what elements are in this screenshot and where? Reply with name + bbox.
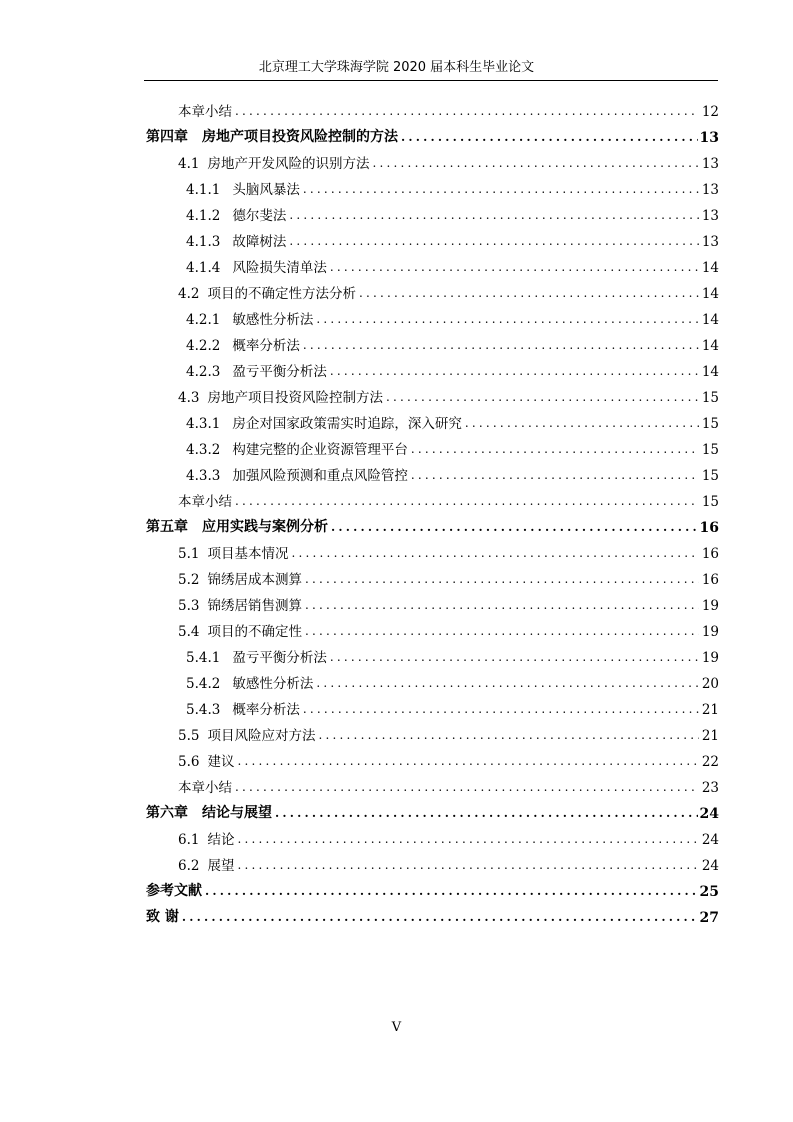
toc-entry-title: 盈亏平衡分析法: [232, 650, 327, 666]
toc-entry-title: 盈亏平衡分析法: [232, 364, 327, 380]
toc-entry[interactable]: [146, 94, 719, 120]
toc-entry[interactable]: [146, 536, 719, 562]
toc-dot-leader: [316, 675, 699, 692]
toc-dot-leader: [291, 545, 699, 562]
toc-entry[interactable]: [146, 172, 719, 198]
toc-entry-page: 15: [701, 494, 719, 510]
toc-dot-leader: [331, 519, 698, 536]
toc-entry-title: 建议: [207, 754, 235, 770]
toc-entry[interactable]: [146, 276, 719, 302]
toc-entry-page: 24: [701, 858, 719, 874]
toc-dot-leader: [182, 909, 698, 926]
toc-dot-leader: [275, 805, 698, 822]
toc-entry-number: 4.2.1: [186, 312, 221, 328]
toc-entry-number: 6.2: [178, 858, 200, 874]
toc-entry-number: 4.3.2: [186, 442, 221, 458]
toc-dot-leader: [465, 415, 699, 432]
toc-entry-title: 敏感性分析法: [232, 676, 314, 692]
toc-dot-leader: [330, 649, 699, 666]
toc-entry-title: 项目基本情况: [207, 546, 289, 562]
toc-entry[interactable]: [146, 822, 719, 848]
toc-entry-title: 德尔斐法: [232, 208, 287, 224]
toc-entry[interactable]: [146, 380, 719, 406]
toc-entry-page: 13: [701, 182, 719, 198]
toc-entry-title: 结论: [207, 832, 235, 848]
toc-entry-title: 概率分析法: [232, 338, 300, 354]
toc-entry-number: 4.1.3: [186, 234, 221, 250]
toc-entry[interactable]: [146, 224, 719, 250]
toc-entry-page: 14: [701, 260, 719, 276]
toc-dot-leader: [289, 207, 699, 224]
toc-entry-page: 19: [701, 624, 719, 640]
toc-dot-leader: [411, 467, 699, 484]
toc-entry-title: 构建完整的企业资源管理平台: [232, 442, 408, 458]
toc-entry-title: 房地产项目投资风险控制的方法: [202, 129, 398, 145]
toc-entry[interactable]: [146, 432, 719, 458]
toc-dot-leader: [316, 311, 699, 328]
toc-dot-leader: [303, 337, 699, 354]
toc-entry-page: 13: [699, 130, 719, 146]
table-of-contents: [146, 94, 719, 926]
toc-entry-page: 14: [701, 338, 719, 354]
toc-entry[interactable]: [146, 484, 719, 510]
toc-dot-leader: [237, 857, 699, 874]
toc-entry[interactable]: [146, 354, 719, 380]
toc-dot-leader: [205, 883, 698, 900]
toc-entry-title: 本章小结: [178, 104, 232, 120]
toc-entry-title: 风险损失清单法: [232, 260, 327, 276]
toc-entry-page: 12: [701, 104, 719, 120]
toc-entry-number: 4.1.2: [186, 208, 221, 224]
toc-entry-page: 15: [701, 416, 719, 432]
toc-entry-page: 14: [701, 286, 719, 302]
toc-entry-title: 项目的不确定性: [207, 624, 302, 640]
toc-entry[interactable]: [146, 692, 719, 718]
toc-entry[interactable]: [146, 588, 719, 614]
toc-entry[interactable]: [146, 848, 719, 874]
toc-entry-number: 4.2.3: [186, 364, 221, 380]
toc-entry-page: 19: [701, 650, 719, 666]
toc-dot-leader: [401, 129, 698, 146]
toc-dot-leader: [303, 181, 699, 198]
toc-entry-page: 15: [701, 390, 719, 406]
toc-entry-title: 故障树法: [232, 234, 287, 250]
toc-entry-number: 6.1: [178, 832, 200, 848]
toc-entry-number: 4.2.2: [186, 338, 221, 354]
toc-entry[interactable]: [146, 510, 719, 536]
toc-dot-leader: [303, 701, 699, 718]
toc-entry-page: 19: [701, 598, 719, 614]
toc-entry-number: 4.1.4: [186, 260, 221, 276]
toc-entry-page: 21: [701, 728, 719, 744]
toc-entry-title: 锦绣居销售测算: [207, 598, 302, 614]
toc-entry-page: 14: [701, 312, 719, 328]
toc-entry-title: 加强风险预测和重点风险管控: [232, 468, 408, 484]
toc-entry[interactable]: [146, 302, 719, 328]
toc-entry-title: 项目风险应对方法: [207, 728, 316, 744]
toc-dot-leader: [305, 571, 699, 588]
toc-entry[interactable]: [146, 666, 719, 692]
toc-entry[interactable]: [146, 640, 719, 666]
toc-entry-page: 25: [699, 884, 719, 900]
header-divider: [144, 80, 718, 81]
toc-entry-number: 第六章: [146, 805, 188, 821]
toc-entry[interactable]: [146, 120, 719, 146]
toc-entry-number: 第五章: [146, 519, 188, 535]
toc-entry-page: 22: [701, 754, 719, 770]
toc-entry-number: 5.1: [178, 546, 200, 562]
toc-entry-number: 5.5: [178, 728, 200, 744]
toc-entry[interactable]: [146, 146, 719, 172]
toc-entry-page: 13: [701, 208, 719, 224]
toc-entry-page: 16: [701, 546, 719, 562]
toc-entry-page: 27: [699, 910, 719, 926]
toc-dot-leader: [237, 753, 699, 770]
toc-entry-number: 4.1: [178, 156, 200, 172]
toc-entry[interactable]: [146, 900, 719, 926]
toc-dot-leader: [411, 441, 699, 458]
toc-entry-title: 结论与展望: [202, 805, 272, 821]
toc-entry-title: 头脑风暴法: [232, 182, 300, 198]
toc-entry[interactable]: [146, 744, 719, 770]
toc-entry-title: 项目的不确定性方法分析: [207, 286, 356, 302]
toc-entry-title: 展望: [207, 858, 235, 874]
toc-entry[interactable]: [146, 406, 719, 432]
page-header: 北京理工大学珠海学院 2020 届本科生毕业论文: [258, 60, 535, 75]
toc-entry-page: 16: [701, 572, 719, 588]
toc-entry[interactable]: [146, 796, 719, 822]
toc-entry-number: 5.4.3: [186, 702, 221, 718]
toc-entry-title: 锦绣居成本测算: [207, 572, 302, 588]
toc-entry[interactable]: [146, 874, 719, 900]
toc-entry-number: 5.3: [178, 598, 200, 614]
toc-entry-number: 5.4.1: [186, 650, 221, 666]
toc-dot-leader: [318, 727, 699, 744]
toc-dot-leader: [305, 623, 699, 640]
toc-entry-page: 13: [701, 156, 719, 172]
toc-entry-number: 4.3.1: [186, 416, 221, 432]
toc-entry[interactable]: [146, 250, 719, 276]
toc-dot-leader: [330, 363, 699, 380]
toc-entry-title: 参考文献: [146, 883, 202, 899]
page-number: V: [391, 1020, 402, 1035]
toc-entry-title: 致 谢: [146, 909, 179, 925]
toc-entry-page: 15: [701, 442, 719, 458]
toc-entry-page: 13: [701, 234, 719, 250]
toc-entry-title: 本章小结: [178, 494, 232, 510]
toc-entry-title: 概率分析法: [232, 702, 300, 718]
toc-entry-title: 房企对国家政策需实时追踪，深入研究: [232, 416, 462, 432]
toc-entry[interactable]: [146, 718, 719, 744]
toc-entry-page: 15: [701, 468, 719, 484]
toc-entry-number: 5.2: [178, 572, 200, 588]
toc-entry-number: 4.3: [178, 390, 200, 406]
toc-entry-page: 21: [701, 702, 719, 718]
toc-entry-number: 第四章: [146, 129, 188, 145]
toc-dot-leader: [235, 779, 699, 796]
toc-entry[interactable]: [146, 614, 719, 640]
toc-entry[interactable]: [146, 562, 719, 588]
toc-entry-title: 应用实践与案例分析: [202, 519, 328, 535]
toc-entry-page: 20: [701, 676, 719, 692]
toc-entry[interactable]: [146, 328, 719, 354]
toc-entry[interactable]: [146, 198, 719, 224]
toc-dot-leader: [359, 285, 699, 302]
toc-dot-leader: [235, 103, 699, 120]
toc-dot-leader: [289, 233, 699, 250]
toc-entry-page: 24: [701, 832, 719, 848]
toc-entry-number: 4.1.1: [186, 182, 221, 198]
toc-dot-leader: [372, 155, 699, 172]
toc-entry-number: 5.4: [178, 624, 200, 640]
toc-entry-page: 14: [701, 364, 719, 380]
toc-entry-title: 房地产开发风险的识别方法: [207, 156, 370, 172]
toc-dot-leader: [235, 493, 699, 510]
toc-entry[interactable]: [146, 458, 719, 484]
toc-entry-title: 房地产项目投资风险控制方法: [207, 390, 383, 406]
toc-entry[interactable]: [146, 770, 719, 796]
toc-entry-number: 5.6: [178, 754, 200, 770]
toc-entry-page: 16: [699, 520, 719, 536]
toc-entry-page: 24: [699, 806, 719, 822]
toc-entry-number: 4.2: [178, 286, 200, 302]
toc-dot-leader: [386, 389, 699, 406]
toc-entry-number: 5.4.2: [186, 676, 221, 692]
toc-entry-number: 4.3.3: [186, 468, 221, 484]
toc-entry-title: 敏感性分析法: [232, 312, 314, 328]
toc-dot-leader: [305, 597, 699, 614]
toc-dot-leader: [237, 831, 699, 848]
toc-entry-page: 23: [701, 780, 719, 796]
toc-dot-leader: [330, 259, 699, 276]
toc-entry-title: 本章小结: [178, 780, 232, 796]
